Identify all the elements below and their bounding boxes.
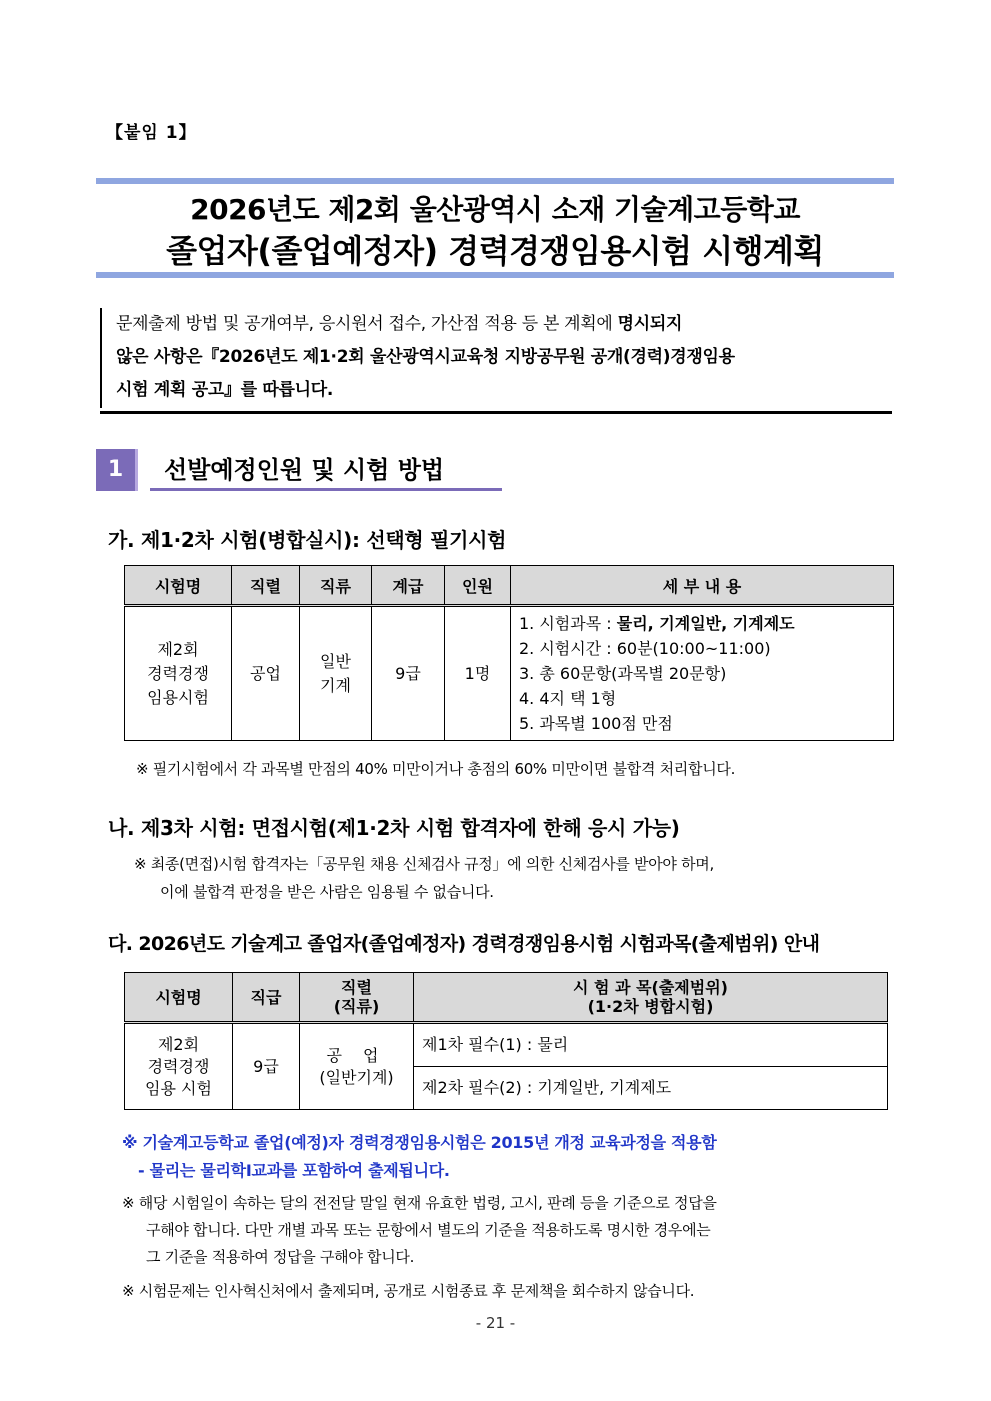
exam-method-table [124,565,894,741]
header-count: 인원 [445,566,511,606]
notice-line-1-text: 문제출제 방법 및 공개여부, 응시원서 접수, 가산점 적용 등 본 계획에 [116,314,618,334]
header-exam-name: 시험명 [125,973,233,1023]
cell-details [511,606,894,741]
notice-line-1-bold: 명시되지 [617,314,683,334]
header-series-line1: 직렬 [341,978,372,997]
header-subject [414,973,888,1023]
note-law-basis-2: 구해야 합니다. 다만 개별 과목 또는 문항에서 별도의 기준을 적용하도록 명시한 경우에는 [146,1221,711,1239]
exam-name-part: 경력경쟁 [147,663,209,683]
note-physical-exam-2: 이에 불합격 판정을 받은 사람은 임용될 수 없습니다. [160,883,494,901]
cell-exam-name [125,1023,233,1110]
notice-line-3: 시험 계획 공고』를 따릅니다. [116,380,334,400]
exam-name-part: 임용시험 [147,687,209,707]
detail-text: 1. 시험과목 : [519,614,617,633]
title-bottom-bar [96,272,894,278]
blue-note-physics: - 물리는 물리학Ⅰ교과를 포함하여 출제됩니다. [138,1161,450,1180]
cell-series: 공업 [232,606,300,741]
exam-name-part: 임용 시험 [145,1078,212,1098]
notice-line-1 [100,308,892,341]
table-header-row [125,973,888,1023]
subsection-a-heading: 가. 제1·2차 시험(병합실시): 선택형 필기시험 [108,528,507,552]
section-number-badge: 1 [96,449,138,491]
note-physical-exam-1: ※ 최종(면접)시험 합격자는「공무원 채용 신체검사 규정」에 의한 신체검사를 받아야 하며, [134,855,714,873]
exam-name-part: 경력경쟁 [147,1056,210,1076]
detail-bold: 물리, 기계일반, 기계제도 [616,614,795,633]
cell-grade: 9급 [372,606,445,741]
section-title: 선발예정인원 및 시험 방법 [150,451,502,491]
cell-class [300,606,372,741]
page-title-line2: 졸업자(졸업예정자) 경력경쟁임용시험 시행계획 [166,232,824,270]
exam-name-part: 제2회 [157,639,199,659]
header-subject-line1: 시 험 과 목(출제범위) [573,978,728,997]
header-exam-name: 시험명 [125,566,232,606]
notice-line-2: 않은 사항은『2026년도 제1·2회 울산광역시교육청 지방공무원 공개(경력)경쟁임용 [116,347,735,367]
detail-item: 3. 총 60문항(과목별 20문항) [519,664,727,683]
cell-subject-2: 제2차 필수(2) : 기계일반, 기계제도 [414,1067,888,1110]
attachment-label: 【붙임 1】 [106,123,197,143]
series-line1: 공 업 [326,1045,387,1065]
table-header-row [125,566,894,606]
notice-box [100,308,892,414]
cell-exam-name [125,606,232,741]
header-class: 직류 [300,566,372,606]
detail-item [519,611,893,636]
cell-grade: 9급 [233,1023,300,1110]
detail-item: 5. 과목별 100점 만점 [519,714,673,733]
cell-count: 1명 [445,606,511,741]
subsection-c-heading: 다. 2026년도 기술계고 졸업자(졸업예정자) 경력경쟁임용시험 시험과목(출제범위) 안내 [108,933,820,955]
cell-series [300,1023,414,1110]
table-row [125,1023,888,1067]
header-series: 직렬 [232,566,300,606]
series-line2: (일반기계) [319,1067,394,1087]
page-number: - 21 - [475,1314,516,1332]
header-series-line2: (직류) [333,997,380,1016]
page-title-line1: 2026년도 제2회 울산광역시 소재 기술계고등학교 [190,193,800,226]
header-series [300,973,414,1023]
exam-name-part: 제2회 [157,1034,200,1054]
subsection-b-heading: 나. 제3차 시험: 면접시험(제1·2차 시험 합격자에 한해 응시 가능) [108,816,680,840]
note-law-basis-3: 그 기준을 적용하여 정답을 구해야 합니다. [146,1248,415,1266]
header-subject-line2: (1·2차 병합시험) [587,997,714,1016]
exam-subject-table [124,972,888,1110]
header-details: 세 부 내 용 [511,566,894,606]
detail-item: 2. 시험시간 : 60분(10:00~11:00) [519,639,771,658]
detail-item: 4. 4지 택 1형 [519,689,617,708]
note-exam-booklet: ※ 시험문제는 인사혁신처에서 출제되며, 공개로 시험종료 후 문제책을 회수하지 않습니다. [122,1282,695,1300]
note-law-basis-1: ※ 해당 시험일이 속하는 달의 전전달 말일 현재 유효한 법령, 고시, 판례 등을 기준으로 정답을 [122,1194,717,1212]
blue-note-curriculum: ※ 기술계고등학교 졸업(예정)자 경력경쟁임용시험은 2015년 개정 교육과정을 적용함 [122,1133,717,1152]
table-row [125,606,894,741]
cell-subject-1: 제1차 필수(1) : 물리 [414,1023,888,1067]
note-fail-criteria: ※ 필기시험에서 각 과목별 만점의 40% 미만이거나 총점의 60% 미만이면 불합격 처리합니다. [136,760,736,778]
title-top-bar [96,178,894,184]
header-grade: 직급 [233,973,300,1023]
header-grade: 계급 [372,566,445,606]
class-part: 기계 [320,675,351,695]
class-part: 일반 [320,651,351,671]
